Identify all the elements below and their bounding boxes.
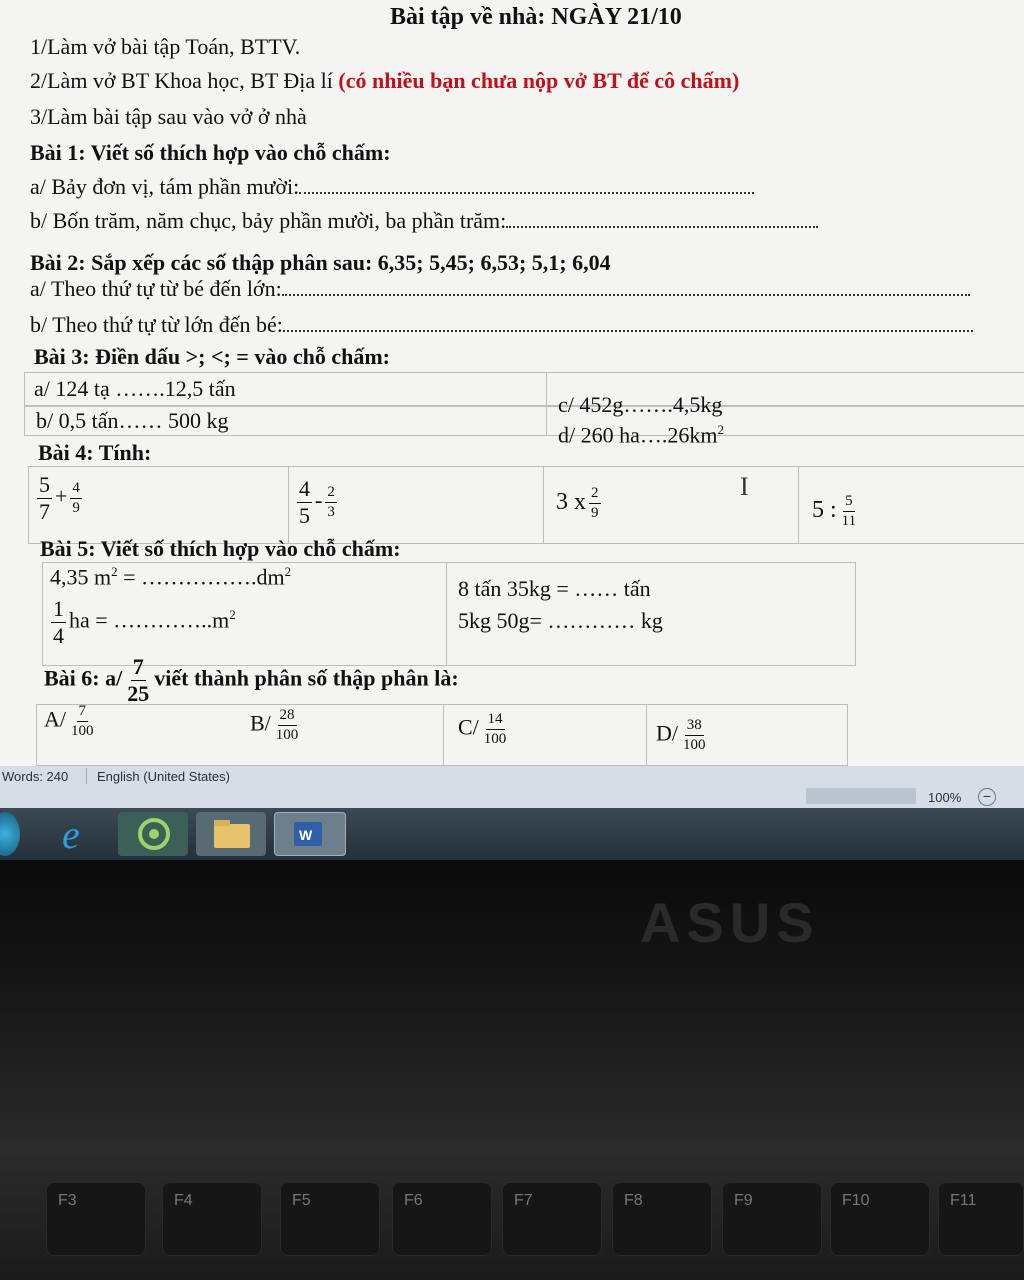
option-label: A/ — [44, 706, 66, 732]
bai1-b — [30, 208, 818, 234]
fraction — [125, 656, 151, 705]
bai3-heading: Bài 3: Điền dấu >; <; = vào chỗ chấm: — [34, 344, 390, 369]
bai5-r1-sup: 2 — [111, 564, 118, 579]
key-label: F10 — [842, 1192, 870, 1209]
task-2-note: (có nhiều bạn chưa nộp vở BT để cô chấm) — [338, 68, 740, 93]
bai6-option-d — [656, 718, 711, 753]
bai5-r2-pre: ha = — [69, 607, 114, 633]
bai5-r2 — [48, 598, 236, 647]
numerator: 4 — [70, 481, 82, 499]
bai4-expr-4 — [812, 494, 861, 529]
answer-dots — [282, 284, 970, 296]
bai3-d-pre: d/ 260 ha…. — [558, 422, 668, 448]
denominator: 100 — [275, 727, 299, 743]
text-cursor-icon: I — [740, 472, 749, 501]
denominator: 100 — [683, 737, 706, 753]
bai6-option-c — [458, 712, 511, 747]
page-title: Bài tập về nhà: NGÀY 21/10 — [390, 4, 682, 30]
fraction — [37, 474, 52, 523]
start-button-icon[interactable] — [0, 812, 20, 856]
bai1-b-text: b/ Bốn trăm, năm chục, bảy phần mười, ba phần trăm: — [30, 208, 507, 233]
bai5-r1-mid: = — [117, 564, 142, 590]
fraction — [589, 486, 601, 521]
denominator: 4 — [53, 623, 64, 648]
bai2-b — [30, 312, 973, 338]
task-2-text: 2/Làm vở BT Khoa học, BT Địa lí — [30, 68, 333, 93]
laptop-bezel — [0, 860, 1024, 1280]
numerator: 7 — [132, 654, 144, 679]
bai1-a-text: a/ Bảy đơn vị, tám phần mười: — [30, 174, 300, 199]
zoom-out-icon[interactable]: − — [978, 788, 996, 806]
key-f4 — [162, 1182, 262, 1256]
bai5-r1 — [50, 564, 291, 590]
key-label: F11 — [950, 1192, 977, 1209]
bai4-expr-2 — [294, 478, 340, 527]
fraction — [297, 478, 312, 527]
denominator: 100 — [71, 723, 94, 739]
bai4-row — [28, 466, 1024, 544]
key-label: F8 — [624, 1192, 643, 1209]
table-divider — [446, 562, 447, 666]
bai5-r3: 8 tấn 35kg = …… tấn — [458, 576, 651, 601]
bai4-expr-3 — [556, 486, 604, 521]
numerator: 28 — [278, 708, 297, 726]
denominator: 9 — [591, 505, 599, 521]
bai3-a: a/ 124 tạ …….12,5 tấn — [34, 376, 236, 401]
option-label: B/ — [250, 710, 271, 736]
key-label: F9 — [734, 1192, 753, 1209]
bai3-b: b/ 0,5 tấn…… 500 kg — [36, 408, 229, 433]
denominator: 25 — [127, 681, 150, 706]
fraction — [325, 485, 337, 520]
bai5-r2-unit-sup: 2 — [229, 607, 236, 623]
answer-dots: ……………. — [141, 564, 257, 590]
zoom-level[interactable]: 100% — [928, 790, 962, 805]
answer-dots: ………….. — [113, 607, 213, 633]
option-label: D/ — [656, 720, 678, 746]
operand: 5 : — [812, 497, 837, 524]
svg-text:e: e — [62, 812, 80, 856]
numerator: 2 — [325, 485, 337, 503]
bai6-options-table — [36, 704, 848, 766]
bai6-heading — [44, 656, 459, 705]
bai5-r1-unit: dm — [256, 564, 285, 590]
numerator: 1 — [53, 596, 64, 621]
task-1: 1/Làm vở bài tập Toán, BTTV. — [30, 34, 301, 59]
answer-dots — [506, 216, 818, 228]
bai5-r4: 5kg 50g= ………… kg — [458, 608, 663, 633]
key-label: F6 — [404, 1192, 423, 1209]
numerator: 4 — [299, 476, 310, 501]
operand: 3 x — [556, 489, 586, 516]
key-f5 — [280, 1182, 380, 1256]
bai5-heading: Bài 5: Viết số thích hợp vào chỗ chấm: — [40, 536, 401, 561]
bai3-d-post: 26km — [667, 422, 718, 448]
key-label: F4 — [174, 1192, 193, 1209]
status-divider — [86, 768, 87, 784]
table-divider — [543, 466, 544, 544]
key-f6 — [392, 1182, 492, 1256]
denominator: 11 — [841, 513, 857, 529]
key-label: F7 — [514, 1192, 533, 1209]
fraction — [69, 704, 96, 739]
key-f10 — [830, 1182, 930, 1256]
table-divider — [798, 466, 799, 544]
bai5-r1-pre: 4,35 m — [50, 564, 112, 590]
word-app-icon[interactable] — [274, 812, 346, 856]
bai3-d-sup: 2 — [717, 422, 725, 437]
numerator: 2 — [589, 486, 601, 504]
numerator: 5 — [843, 494, 855, 512]
word-count[interactable]: Words: 240 — [2, 769, 69, 784]
table-divider — [646, 704, 647, 766]
answer-dots — [283, 320, 973, 332]
bai6-option-a — [44, 704, 99, 739]
bai3-d — [558, 422, 724, 448]
bai2-heading: Bài 2: Sắp xếp các số thập phân sau: 6,35; 5,45; 6,53; 5,1; 6,04 — [30, 250, 611, 275]
denominator: 5 — [299, 503, 310, 528]
key-label: F3 — [58, 1192, 77, 1209]
operator: + — [55, 483, 68, 509]
fraction — [482, 712, 509, 747]
table-divider — [288, 466, 289, 544]
bai6-heading-pre: Bài 6: a/ — [44, 665, 123, 691]
denominator: 9 — [72, 500, 80, 516]
bai1-heading: Bài 1: Viết số thích hợp vào chỗ chấm: — [30, 140, 391, 165]
operator: - — [315, 487, 323, 513]
key-f9 — [722, 1182, 822, 1256]
language-indicator[interactable]: English (United States) — [97, 769, 230, 784]
status-bar — [0, 766, 1024, 808]
file-explorer-icon[interactable] — [196, 812, 266, 856]
bai3-c: c/ 452g…….4,5kg — [558, 392, 723, 417]
bai2-b-text: b/ Theo thứ tự từ lớn đến bé: — [30, 312, 283, 337]
fraction — [70, 481, 82, 516]
fraction — [51, 598, 66, 647]
key-f8 — [612, 1182, 712, 1256]
bai4-expr-1 — [34, 474, 85, 523]
brand-logo: ASUS — [640, 891, 820, 954]
numerator: 38 — [685, 718, 704, 736]
key-f11 — [938, 1182, 1024, 1256]
denominator: 100 — [483, 731, 507, 747]
numerator: 7 — [77, 704, 89, 722]
bai2-a — [30, 276, 970, 302]
internet-explorer-icon[interactable] — [40, 812, 110, 856]
table-divider — [443, 704, 444, 766]
bai1-a — [30, 174, 754, 200]
key-label: F5 — [292, 1192, 311, 1209]
option-label: C/ — [458, 714, 479, 740]
view-buttons[interactable] — [806, 788, 916, 804]
bai5-r2-unit: m — [212, 607, 230, 633]
numerator: 14 — [486, 712, 505, 730]
key-f7 — [502, 1182, 602, 1256]
bai2-a-text: a/ Theo thứ tự từ bé đến lớn: — [30, 276, 282, 301]
table-divider — [546, 372, 547, 436]
fraction — [274, 708, 301, 743]
bai4-heading: Bài 4: Tính: — [38, 440, 152, 465]
numerator: 5 — [39, 472, 50, 497]
denominator: 3 — [327, 504, 335, 520]
answer-dots — [299, 182, 754, 194]
bai6-heading-post: viết thành phân số thập phân là: — [154, 665, 459, 691]
media-player-icon[interactable] — [118, 812, 188, 856]
fraction — [681, 718, 708, 753]
key-f3 — [46, 1182, 146, 1256]
denominator: 7 — [39, 499, 50, 524]
bai5-r1-unit-sup: 2 — [284, 564, 292, 579]
windows-taskbar — [0, 808, 1024, 860]
fraction — [840, 494, 858, 529]
task-3: 3/Làm bài tập sau vào vở ở nhà — [30, 104, 307, 129]
bai6-option-b — [250, 708, 303, 743]
task-2 — [30, 68, 739, 94]
svg-text:W: W — [299, 827, 313, 843]
